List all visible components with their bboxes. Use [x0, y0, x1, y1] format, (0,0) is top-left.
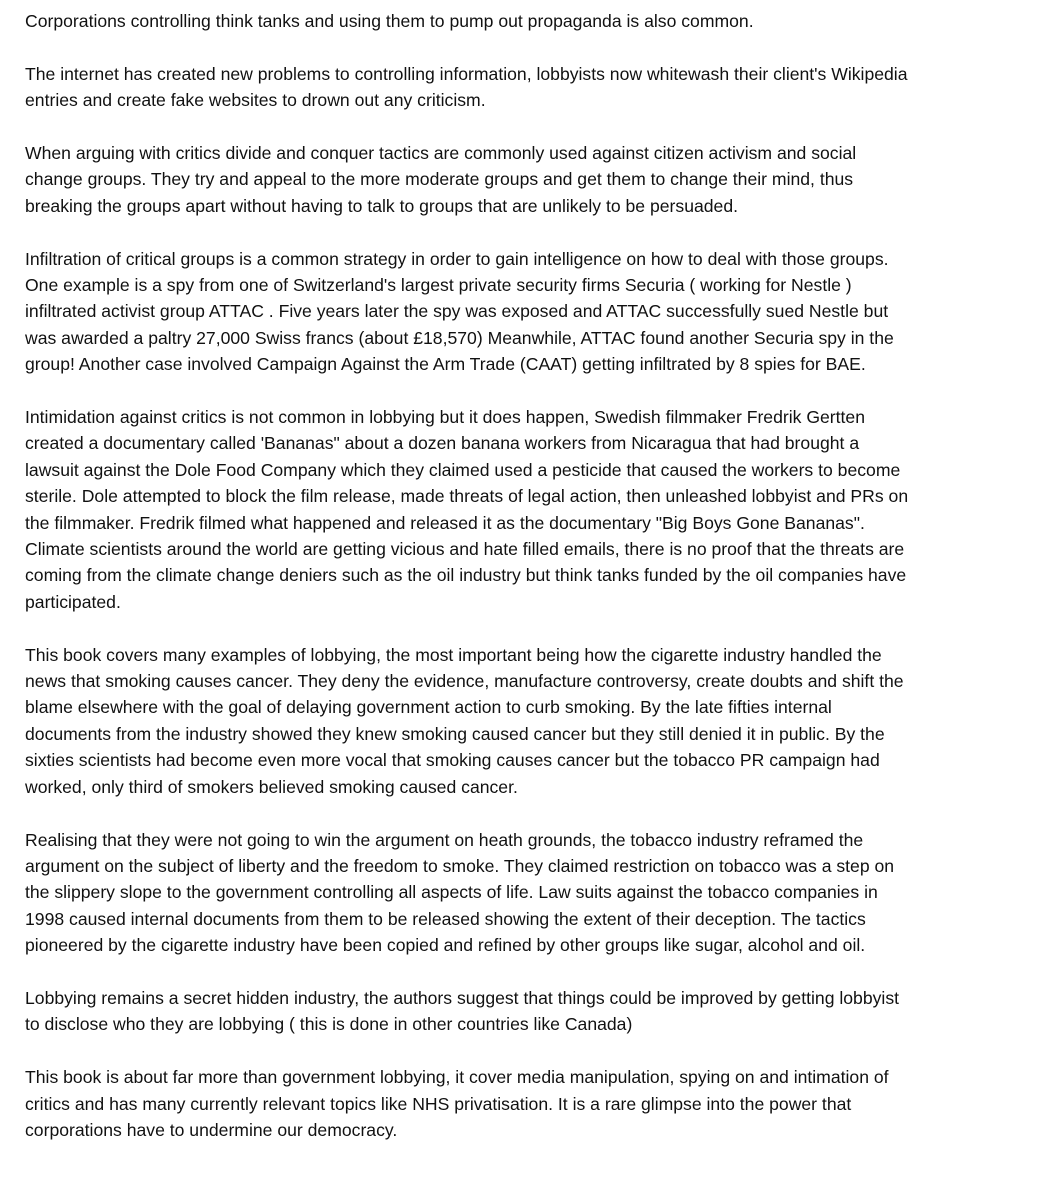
review-text-body	[25, 8, 915, 1170]
paragraph-divide-and-conquer: When arguing with critics divide and conquer tactics are commonly used against citizen activism and social change groups. They try and appeal to the more moderate groups and get them to change their mind, thus breaking the groups apart without having to talk to groups that are unlikely to be persuaded.	[25, 143, 857, 216]
paragraph-intimidation: Intimidation against critics is not common in lobbying but it does happen, Swedish filmmaker Fredrik Gertten created a documentary called 'Bananas" about a dozen banana workers from Nicaragua that had brought a lawsuit against the Dole Food Company which they claimed used a pesticide that caused the workers to become sterile. Dole attempted to block the film release, made threats of legal action, then unleashed lobbyist and PRs on the filmmaker. Fredrik filmed what happened and released it as the documentary "Big Boys Gone Bananas". Climate scientists around the world are getting vicious and hate filled emails, there is no proof that the threats are coming from the climate change deniers such as the oil industry but think tanks funded by the oil companies have participated.	[25, 407, 909, 612]
paragraph-cigarette-industry: This book covers many examples of lobbying, the most important being how the cigarette industry handled the news that smoking causes cancer. They deny the evidence, manufacture controversy, create doubts and shift the blame elsewhere with the goal of delaying government action to curb smoking. By the late fifties internal documents from the industry showed they knew smoking caused cancer but they still denied it in public. By the sixties scientists had become even more vocal that smoking causes cancer but the tobacco PR campaign had worked, only third of smokers believed smoking caused cancer.	[25, 644, 904, 797]
paragraph-liberty-reframing: Realising that they were not going to win the argument on heath grounds, the tobacco industry reframed the argument on the subject of liberty and the freedom to smoke. They claimed restriction on tobacco was a step on the slippery slope to the government controlling all aspects of life. Law suits against the tobacco companies in 1998 caused internal documents from them to be released showing the extent of their deception. The tactics pioneered by the cigarette industry have been copied and refined by other groups like sugar, alcohol and oil.	[25, 829, 895, 956]
paragraph-internet: The internet has created new problems to controlling information, lobbyists now whitewash their client's Wikipedia entries and create fake websites to drown out any criticism.	[25, 63, 908, 111]
paragraph-think-tanks: Corporations controlling think tanks and using them to pump out propaganda is also common.	[25, 11, 754, 31]
paragraph-secret-industry: Lobbying remains a secret hidden industry, the authors suggest that things could be improved by getting lobbyist to disclose who they are lobbying ( this is done in other countries like Canada)	[25, 987, 900, 1035]
paragraph-infiltration: Infiltration of critical groups is a common strategy in order to gain intelligence on how to deal with those groups. One example is a spy from one of Switzerland's largest private security firms Securia ( working for Nestle ) infiltrated activist group ATTAC . Five years later the spy was exposed and ATTAC successfully sued Nestle but was awarded a paltry 27,000 Swiss francs (about £18,570) Meanwhile, ATTAC found another Securia spy in the group! Another case involved Campaign Against the Arm Trade (CAAT) getting infiltrated by 8 spies for BAE.	[25, 248, 894, 375]
paragraph-conclusion: This book is about far more than government lobbying, it cover media manipulation, spying on and intimation of critics and has many currently relevant topics like NHS privatisation. It is a rare glimpse into the power that corporations have to undermine our democracy.	[25, 1067, 889, 1140]
